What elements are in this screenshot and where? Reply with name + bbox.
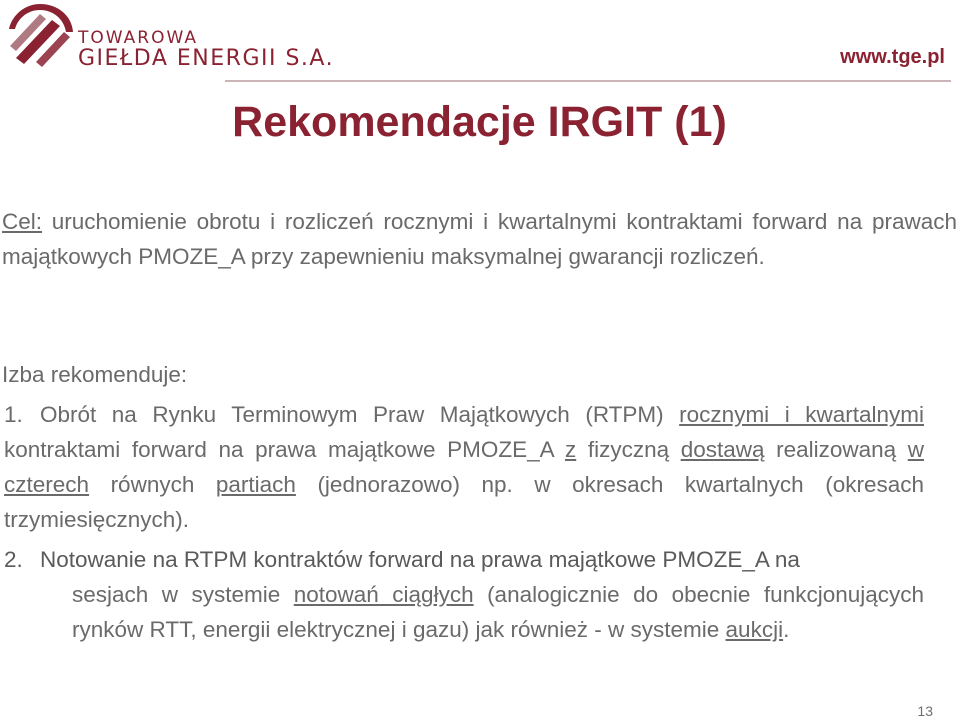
item-2-underlined-a: notowań ciągłych <box>293 582 474 607</box>
item-1-text-d: realizowaną <box>764 437 908 462</box>
item-2-continuation <box>72 577 924 647</box>
item-2-number: 2. <box>4 547 23 572</box>
company-name-line2: GIEŁDA ENERGII S.A. <box>78 46 335 71</box>
chamber-recommends-heading: Izba rekomenduje: <box>2 362 188 387</box>
slide-title: Rekomendacje IRGIT (1) <box>232 98 727 146</box>
item-1-text-a: Obrót na Rynku Terminowym Praw Majątkowych (RTPM) <box>40 402 680 427</box>
item-1-underlined-d: w <box>907 437 924 462</box>
goal-label: Cel: <box>2 209 43 234</box>
goal-text: uruchomienie obrotu i rozliczeń rocznymi i kwartalnymi kontraktami forward na prawach majątkowych PMOZE_A przy zapewnieniu maksymalnej gwarancji rozliczeń. <box>2 209 957 269</box>
company-name <box>78 30 334 71</box>
goal-paragraph <box>2 204 957 274</box>
recommendation-item-1 <box>4 397 924 537</box>
website-url[interactable]: www.tge.pl <box>840 46 945 68</box>
item-1-text-f: równych <box>89 472 216 497</box>
recommendation-item-2 <box>4 542 924 647</box>
item-1-underlined-e: czterech <box>4 472 90 497</box>
header-divider <box>225 80 951 82</box>
tge-logo <box>6 2 76 70</box>
item-1-underlined-f: partiach <box>215 472 296 497</box>
item-2-text-b: (analogicznie do obecnie funkcjonujących rynków RTT, energii elektrycznej i gazu) jak również - w systemie <box>72 582 925 642</box>
item-1-number: 1. <box>4 402 23 427</box>
item-2-first-line: Notowanie na RTPM kontraktów forward na prawa majątkowe PMOZE_A na <box>40 547 800 572</box>
item-1-text-g: (jednorazowo) np. w okresach kwartalnych (okresach trzymiesięcznych). <box>4 472 924 532</box>
item-1-underlined-a: rocznymi i kwartalnymi <box>679 402 924 427</box>
item-1-underlined-c: dostawą <box>680 437 765 462</box>
page-number: 13 <box>917 703 933 719</box>
company-name-line1: TOWAROWA <box>78 28 198 48</box>
item-2-text-c: . <box>783 617 790 642</box>
item-1-text-c: fizyczną <box>576 437 681 462</box>
item-1-text-b: kontraktami forward na prawa majątkowe PMOZE_A <box>4 437 565 462</box>
item-2-text-a: sesjach w systemie <box>72 582 294 607</box>
item-2-underlined-b: aukcji <box>725 617 784 642</box>
item-1-underlined-b: z <box>564 437 577 462</box>
